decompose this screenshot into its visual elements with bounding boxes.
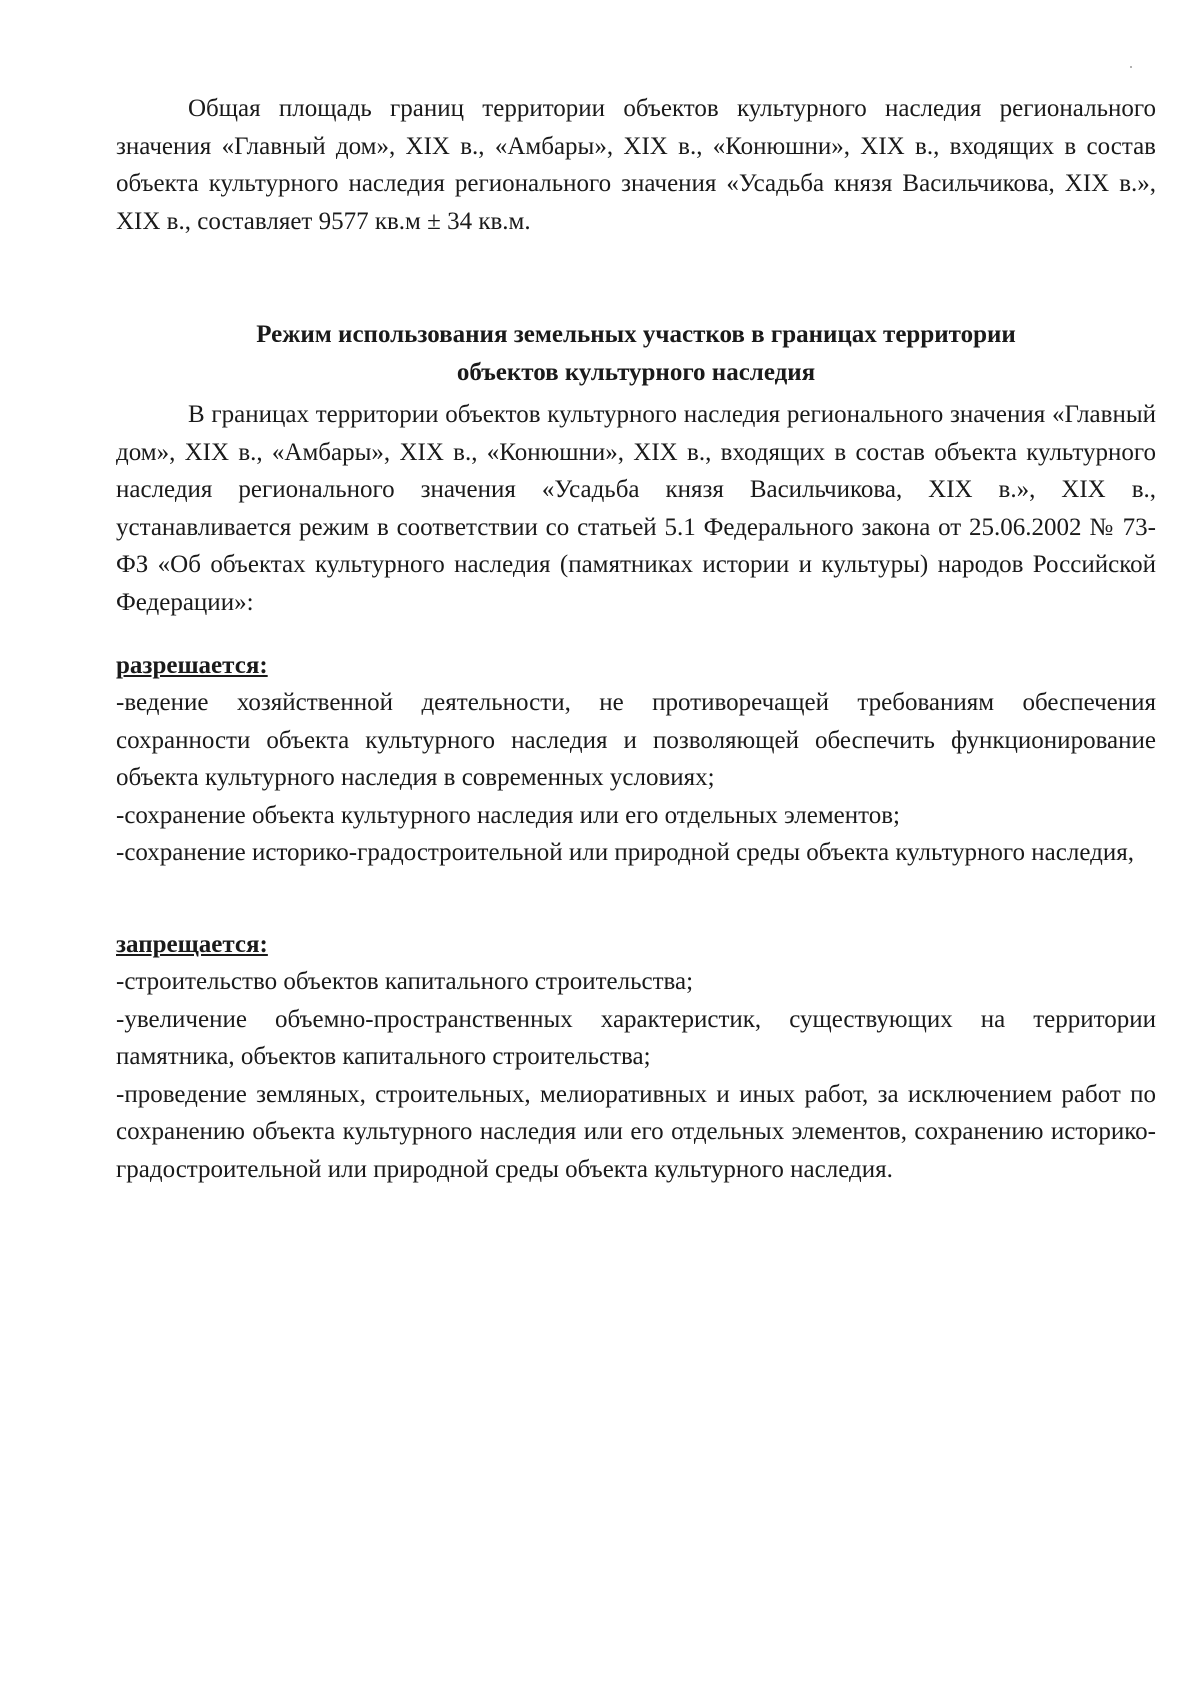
- regime-paragraph: В границах территории объектов культурного наследия регионального значения «Главный дом», XIX в., «Амбары», XIX в., «Конюшни», XIX в., входящих в состав объекта культурного наследия регионального значения «Усадьба князя Васильчикова, XIX в.», XIX в., устанавливается режим в соответствии со статьей 5.1 Федерального закона от 25.06.2002 № 73-ФЗ «Об объектах культурного наследия (памятниках истории и культуры) народов Российской Федерации»:: [116, 401, 1156, 616]
- forbidden-item: -увеличение объемно-пространственных характеристик, существующих на территории памятника, объектов капитального строительства;: [116, 1005, 1156, 1070]
- allowed-label: разрешается:: [116, 652, 268, 679]
- forbidden-item: -строительство объектов капитального строительства;: [116, 968, 694, 995]
- forbidden-item: -проведение земляных, строительных, мелиоративных и иных работ, за исключением работ по сохранению объекта культурного наследия или его отдельных элементов, сохранению историко-градостроительной или природной среды объекта культурного наследия.: [116, 1080, 1156, 1183]
- allowed-item: -сохранение объекта культурного наследия или его отдельных элементов;: [116, 801, 900, 829]
- section-heading: [116, 316, 1156, 391]
- section-heading-line-2: объектов культурного наследия: [456, 358, 816, 386]
- allowed-item: -ведение хозяйственной деятельности, не противоречащей требованиям обеспечения сохранности объекта культурного наследия и позволяющей обеспечить функционирование объекта культурного наследия в современных условиях;: [116, 689, 1156, 791]
- forbidden-label: запрещается:: [116, 931, 268, 958]
- scan-speck: [1130, 66, 1132, 68]
- section-heading-line-1: Режим использования земельных участков в границах территории: [256, 321, 1016, 348]
- area-paragraph: Общая площадь границ территории объектов культурного наследия регионального значения «Главный дом», XIX в., «Амбары», XIX в., «Конюшни», XIX в., входящих в состав объекта культурного наследия регионального значения «Усадьба князя Васильчикова, XIX в.», XIX в., составляет 9577 кв.м ± 34 кв.м.: [116, 95, 1156, 235]
- allowed-item: -сохранение историко-градостроительной или природной среды объекта культурного наследия,: [116, 839, 1134, 866]
- allowed-list: [116, 684, 1156, 872]
- forbidden-list: [116, 963, 1156, 1188]
